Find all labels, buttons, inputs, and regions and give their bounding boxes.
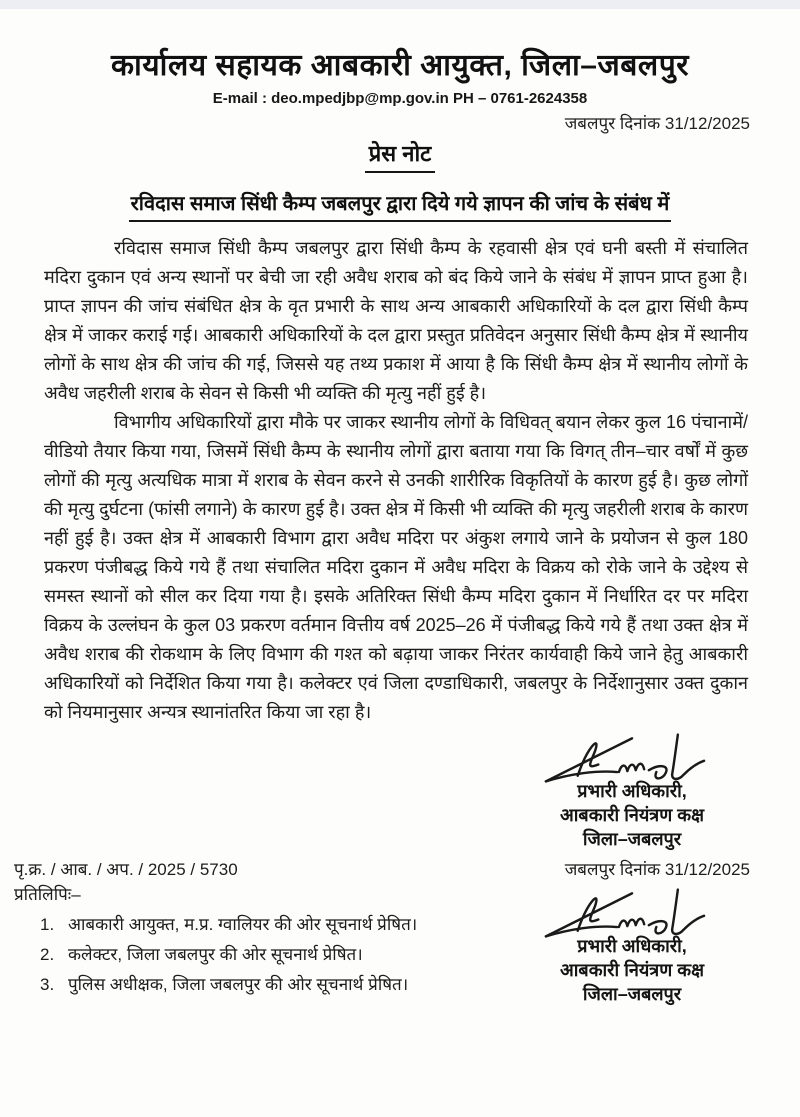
body-paragraph-1: रविदास समाज सिंधी कैम्प जबलपुर द्वारा सिंधी कैम्प के रहवासी क्षेत्र एवं घनी बस्ती में संचालित मदिरा दुकान एवं अन्य स्थानों पर बेची जा रही अवैध शराब को बंद किये जाने के संबंध में ज्ञापन प्राप्त हुआ है। प्राप्त ज्ञापन की जांच संबंधित क्षेत्र के वृत प्रभारी के साथ अन्य आबकारी अधिकारियों के दल द्वारा सिंधी कैम्प क्षेत्र में जाकर कराई गई। आबकारी अधिकारियों के दल द्वारा प्रस्तुत प्रतिवेदन अनुसार सिंधी कैम्प क्षेत्र में स्थानीय लोगों के साथ क्षेत्र की जांच की गई, जिससे यह तथ्य प्रकाश में आया है कि सिंधी कैम्प क्षेत्र में स्थानीय लोगों के अवैध जहरीली शराब के सेवन से किसी भी व्यक्ति की मृत्यु नहीं हुई है। <box>44 238 748 403</box>
copy-number: 1. <box>40 915 55 934</box>
press-note-title-row <box>0 138 800 173</box>
photo-edge-strip <box>0 0 800 9</box>
subject-line: रविदास समाज सिंधी कैम्प जबलपुर द्वारा दिये गये ज्ञापन की जांच के संबंध में <box>129 189 672 222</box>
letter-body <box>44 234 748 727</box>
copies-and-signature-row <box>14 882 752 1006</box>
office-title: कार्यालय सहायक आबकारी आयुक्त, जिला–जबलपुर <box>110 49 690 82</box>
copy-text: आबकारी आयुक्त, म.प्र. ग्वालियर की ओर सूचनार्थ प्रेषित। <box>68 915 418 934</box>
subject-row <box>0 189 800 222</box>
contact-line: E-mail : deo.mpedjbp@mp.gov.in PH – 0761-2624358 <box>212 90 588 107</box>
signature-block-main <box>512 729 752 851</box>
copy-text: पुलिस अधीक्षक, जिला जबलपुर की ओर सूचनार्थ प्रेषित। <box>68 975 409 994</box>
reference-row <box>14 857 750 880</box>
signatory-district: जिला–जबलपुर <box>582 829 682 849</box>
copy-item <box>40 913 417 937</box>
signatory-district: जिला–जबलपुर <box>582 984 682 1004</box>
place-date-top: जबलपुर दिनांक 31/12/2025 <box>564 114 750 133</box>
copy-text: कलेक्टर, जिला जबलपुर की ओर सूचनार्थ प्रेषित। <box>68 945 363 964</box>
copies-section <box>14 882 417 1006</box>
copies-heading: प्रतिलिपिः– <box>14 885 81 904</box>
copy-number: 2. <box>40 945 55 964</box>
copy-item <box>40 943 417 967</box>
signatory-office: आबकारी नियंत्रण कक्ष <box>560 805 704 825</box>
copy-item <box>40 973 417 997</box>
copy-number: 3. <box>40 975 55 994</box>
body-paragraph-2: विभागीय अधिकारियों द्वारा मौके पर जाकर स्थानीय लोगों के विधिवत् बयान लेकर कुल 16 पंचानामें/वीडियो तैयार किया गया, जिसमें सिंधी कैम्प के स्थानीय लोगों द्वारा बताया गया कि विगत् तीन–चार वर्षों में कुछ लोगों की मृत्यु अत्यधिक मात्रा में शराब के सेवन करने से उनकी शारीरिक विकृतियों के कारण हुई है। कुछ लोगों की मृत्यु दुर्घटना (फांसी लगाने) के कारण हुई है। उक्त क्षेत्र में किसी भी व्यक्ति की मृत्यु जहरीली शराब के कारण नहीं हुई है। उक्त क्षेत्र में आबकारी विभाग द्वारा अवैध मदिरा पर अंकुश लगाये जाने के प्रयोजन से कुल 180 प्रकरण पंजीबद्ध किये गये हैं तथा संचालित मदिरा दुकान में अवैध मदिरा के विक्रय को रोके जाने के उद्देश्य से समस्त स्थानों को सील कर दिया गया है। इसके अतिरिक्त सिंधी कैम्प मदिरा दुकान में निर्धारित दर पर मदिरा विक्रय के उल्लंघन के कुल 03 प्रकरण वर्तमान वित्तीय वर्ष 2025–26 में पंजीबद्ध किये गये हैं तथा उक्त क्षेत्र में अवैध शराब की रोकथाम के लिए विभाग की गश्त को बढ़ाया जाकर निरंतर कार्यवाही किये जाने हेतु आबकारी अधिकारियों को निर्देशित किया गया है। कलेक्टर एवं जिला दण्डाधिकारी, जबलपुर के निर्देशानुसार उक्त दुकान को नियमानुसार अन्यत्र स्थानांतरित किया जा रहा है। <box>44 412 749 722</box>
reference-number: पृ.क्र. / आब. / अप. / 2025 / 5730 <box>14 860 238 879</box>
signatory-office: आबकारी नियंत्रण कक्ष <box>560 960 704 980</box>
press-note-title: प्रेस नोट <box>365 138 436 173</box>
signature-block-copies <box>512 884 752 1006</box>
signatory-designation: प्रभारी अधिकारी, <box>577 781 687 801</box>
place-date-bottom: जबलपुर दिनांक 31/12/2025 <box>564 860 750 879</box>
signatory-designation: प्रभारी अधिकारी, <box>577 936 687 956</box>
